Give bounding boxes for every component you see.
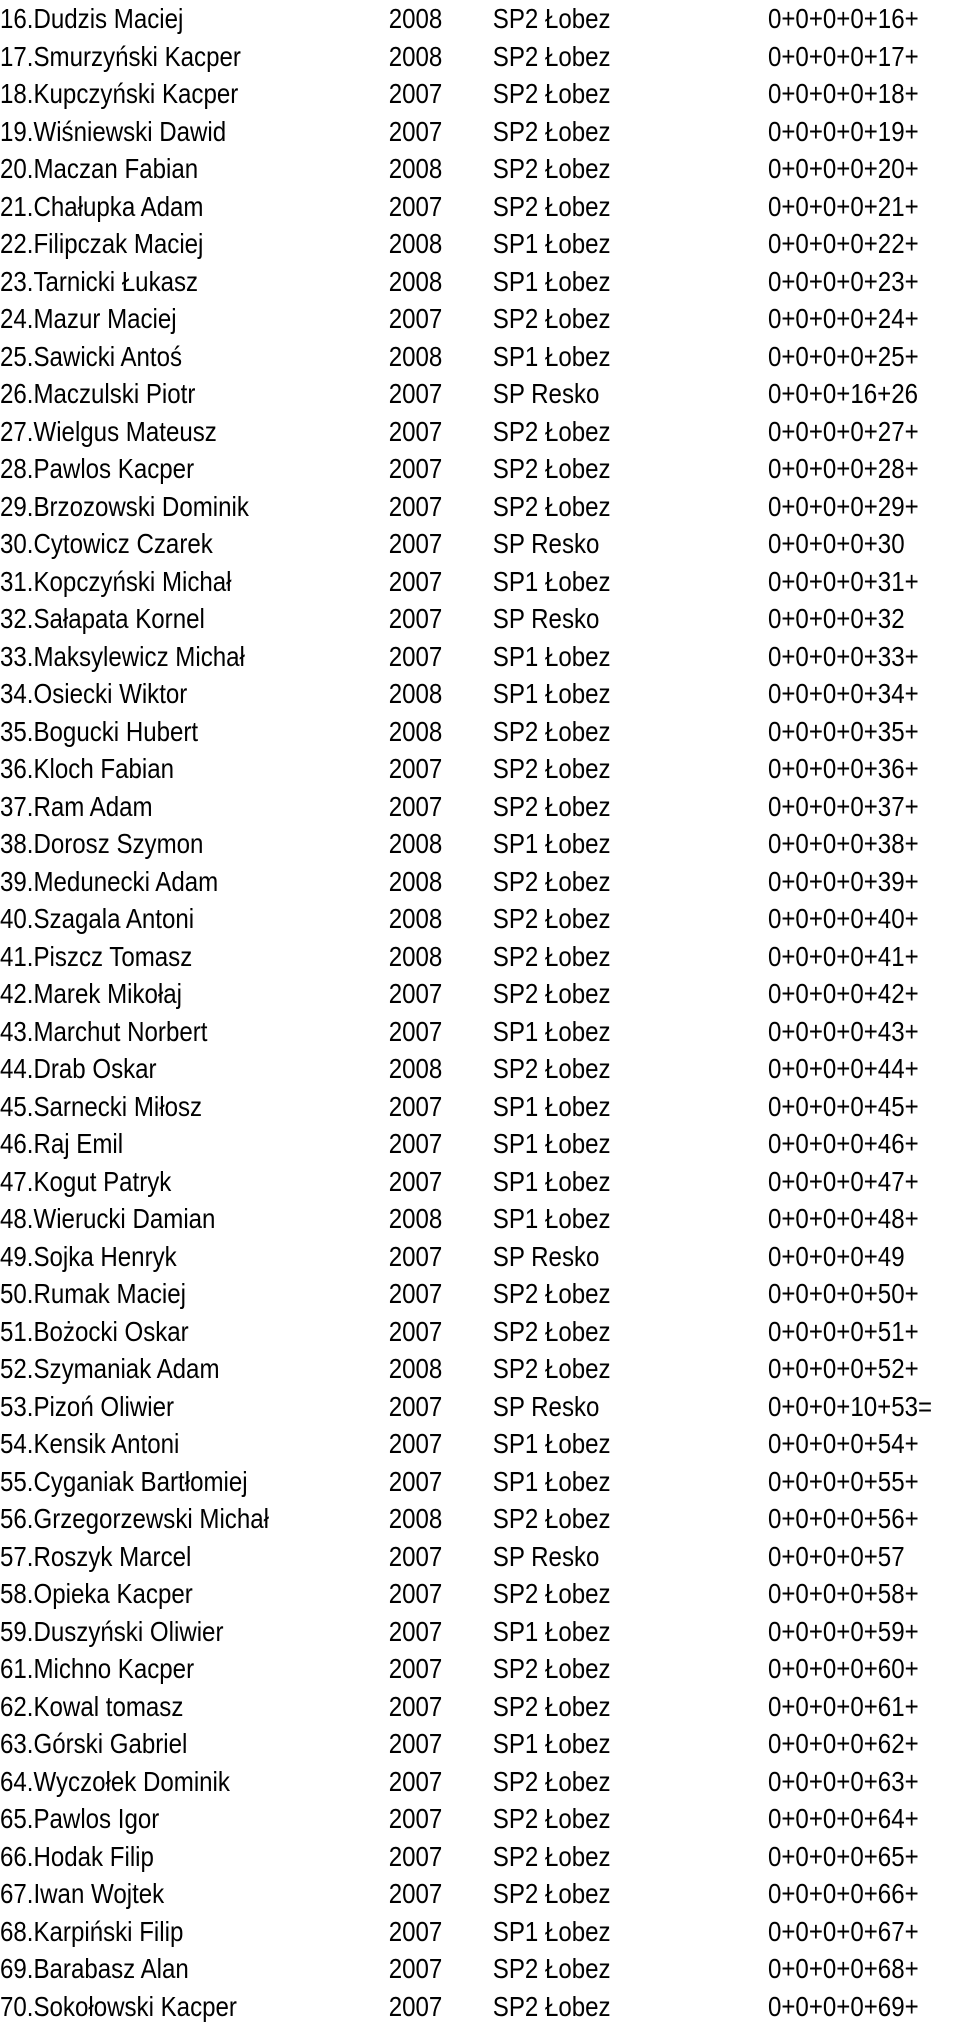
- score-sequence: 0+0+0+0+57: [767, 1540, 905, 1572]
- participant-name: 70.Sokołowski Kacper: [0, 1990, 237, 2022]
- result-row: [0, 1613, 919, 1651]
- school-name: SP1 Łobez: [492, 678, 611, 709]
- result-row: [0, 600, 905, 638]
- score-sequence: 0+0+0+0+19+: [767, 115, 919, 147]
- result-row: [0, 638, 919, 676]
- school-name: SP1 Łobez: [492, 1165, 611, 1197]
- school-name: SP2 Łobez: [492, 1315, 611, 1347]
- result-row: [0, 488, 919, 526]
- score-sequence: 0+0+0+0+55+: [767, 1465, 919, 1497]
- participant-name: 46.Raj Emil: [0, 1128, 124, 1159]
- participant-name: 64.Wyczołek Dominik: [0, 1765, 230, 1797]
- participant-name: 33.Maksylewicz Michał: [0, 640, 245, 672]
- score-sequence: 0+0+0+0+33+: [767, 640, 919, 672]
- result-row: [0, 975, 919, 1013]
- score-sequence: 0+0+0+0+58+: [767, 1578, 919, 1609]
- score-sequence: 0+0+0+0+40+: [767, 903, 919, 934]
- school-name: SP1 Łobez: [492, 228, 611, 259]
- birth-year: 2008: [388, 265, 443, 297]
- score-sequence: 0+0+0+0+24+: [767, 303, 919, 334]
- birth-year: 2008: [388, 40, 443, 72]
- score-sequence: 0+0+0+0+51+: [767, 1315, 919, 1347]
- participant-name: 65.Pawlos Igor: [0, 1803, 160, 1834]
- birth-year: 2007: [388, 115, 443, 147]
- school-name: SP1 Łobez: [492, 1615, 611, 1647]
- participant-name: 61.Michno Kacper: [0, 1653, 195, 1684]
- participant-name: 20.Maczan Fabian: [0, 153, 199, 184]
- result-row: [0, 788, 919, 826]
- score-sequence: 0+0+0+0+64+: [767, 1803, 919, 1834]
- participant-name: 67.Iwan Wojtek: [0, 1878, 165, 1909]
- participant-name: 45.Sarnecki Miłosz: [0, 1090, 203, 1122]
- result-row: [0, 188, 919, 226]
- score-sequence: 0+0+0+0+50+: [767, 1278, 919, 1309]
- participant-name: 30.Cytowicz Czarek: [0, 528, 213, 559]
- birth-year: 2007: [388, 1578, 443, 1609]
- score-sequence: 0+0+0+0+18+: [767, 78, 919, 109]
- score-sequence: 0+0+0+0+28+: [767, 453, 919, 484]
- participant-name: 47.Kogut Patryk: [0, 1165, 172, 1197]
- school-name: SP Resko: [492, 528, 600, 559]
- participant-name: 21.Chałupka Adam: [0, 190, 204, 222]
- result-row: [0, 525, 905, 563]
- school-name: SP2 Łobez: [492, 1353, 611, 1384]
- result-row: [0, 1275, 919, 1313]
- birth-year: 2007: [388, 1240, 443, 1272]
- result-row: [0, 338, 919, 376]
- birth-year: 2008: [388, 903, 443, 934]
- birth-year: 2007: [388, 1315, 443, 1347]
- result-row: [0, 450, 919, 488]
- school-name: SP2 Łobez: [492, 865, 611, 897]
- participant-name: 58.Opieka Kacper: [0, 1578, 193, 1609]
- score-sequence: 0+0+0+0+69+: [767, 1990, 919, 2022]
- participant-name: 55.Cyganiak Bartłomiej: [0, 1465, 248, 1497]
- participant-name: 40.Szagala Antoni: [0, 903, 195, 934]
- score-sequence: 0+0+0+0+44+: [767, 1053, 919, 1084]
- school-name: SP Resko: [492, 1390, 600, 1422]
- school-name: SP Resko: [492, 1240, 600, 1272]
- participant-name: 19.Wiśniewski Dawid: [0, 115, 227, 147]
- score-sequence: 0+0+0+0+43+: [767, 1015, 919, 1047]
- school-name: SP Resko: [492, 1540, 600, 1572]
- participant-name: 48.Wierucki Damian: [0, 1203, 216, 1234]
- score-sequence: 0+0+0+0+32: [767, 603, 905, 634]
- birth-year: 2007: [388, 190, 443, 222]
- birth-year: 2007: [388, 753, 443, 784]
- school-name: SP1 Łobez: [492, 565, 611, 597]
- score-sequence: 0+0+0+0+38+: [767, 828, 919, 859]
- score-sequence: 0+0+0+0+56+: [767, 1503, 919, 1534]
- birth-year: 2007: [388, 1015, 443, 1047]
- participant-name: 68.Karpiński Filip: [0, 1915, 184, 1947]
- birth-year: 2008: [388, 1353, 443, 1384]
- school-name: SP Resko: [492, 603, 600, 634]
- participant-name: 66.Hodak Filip: [0, 1840, 154, 1872]
- result-row: [0, 1238, 905, 1276]
- participant-name: 22.Filipczak Maciej: [0, 228, 204, 259]
- result-row: [0, 1913, 919, 1951]
- participant-name: 28.Pawlos Kacper: [0, 453, 195, 484]
- score-sequence: 0+0+0+0+22+: [767, 228, 919, 259]
- participant-name: 69.Barabasz Alan: [0, 1953, 189, 1984]
- school-name: SP1 Łobez: [492, 828, 611, 859]
- result-row: [0, 1650, 919, 1688]
- score-sequence: 0+0+0+0+60+: [767, 1653, 919, 1684]
- birth-year: 2008: [388, 1503, 443, 1534]
- birth-year: 2007: [388, 640, 443, 672]
- result-row: [0, 1575, 919, 1613]
- participant-name: 23.Tarnicki Łukasz: [0, 265, 199, 297]
- birth-year: 2007: [388, 1878, 443, 1909]
- participant-name: 25.Sawicki Antoś: [0, 340, 183, 372]
- result-row: [0, 1163, 919, 1201]
- school-name: SP1 Łobez: [492, 265, 611, 297]
- birth-year: 2007: [388, 1465, 443, 1497]
- birth-year: 2007: [388, 303, 443, 334]
- result-row: [0, 900, 919, 938]
- school-name: SP1 Łobez: [492, 1728, 611, 1759]
- participant-name: 18.Kupczyński Kacper: [0, 78, 239, 109]
- school-name: SP2 Łobez: [492, 1765, 611, 1797]
- school-name: SP1 Łobez: [492, 340, 611, 372]
- birth-year: 2008: [388, 228, 443, 259]
- birth-year: 2008: [388, 940, 443, 972]
- school-name: SP2 Łobez: [492, 1653, 611, 1684]
- birth-year: 2007: [388, 1615, 443, 1647]
- birth-year: 2007: [388, 453, 443, 484]
- participant-name: 42.Marek Mikołaj: [0, 978, 183, 1009]
- result-row: [0, 863, 919, 901]
- score-sequence: 0+0+0+0+61+: [767, 1690, 919, 1722]
- birth-year: 2007: [388, 1765, 443, 1797]
- score-sequence: 0+0+0+0+21+: [767, 190, 919, 222]
- school-name: SP1 Łobez: [492, 1203, 611, 1234]
- score-sequence: 0+0+0+16+26: [767, 378, 918, 409]
- score-sequence: 0+0+0+0+52+: [767, 1353, 919, 1384]
- result-row: [0, 1125, 919, 1163]
- score-sequence: 0+0+0+0+63+: [767, 1765, 919, 1797]
- score-sequence: 0+0+0+0+30: [767, 528, 905, 559]
- result-row: [0, 300, 919, 338]
- score-sequence: 0+0+0+0+66+: [767, 1878, 919, 1909]
- score-sequence: 0+0+0+0+45+: [767, 1090, 919, 1122]
- result-row: [0, 1500, 919, 1538]
- birth-year: 2007: [388, 1990, 443, 2022]
- birth-year: 2007: [388, 1690, 443, 1722]
- participant-name: 26.Maczulski Piotr: [0, 378, 196, 409]
- school-name: SP2 Łobez: [492, 453, 611, 484]
- participant-name: 24.Mazur Maciej: [0, 303, 177, 334]
- participant-name: 44.Drab Oskar: [0, 1053, 157, 1084]
- birth-year: 2008: [388, 3, 443, 34]
- birth-year: 2008: [388, 340, 443, 372]
- school-name: SP2 Łobez: [492, 1053, 611, 1084]
- result-row: [0, 750, 919, 788]
- result-row: [0, 825, 919, 863]
- participant-name: 38.Dorosz Szymon: [0, 828, 204, 859]
- result-row: [0, 1388, 933, 1426]
- result-row: [0, 1425, 919, 1463]
- participant-name: 43.Marchut Norbert: [0, 1015, 208, 1047]
- result-row: [0, 1800, 919, 1838]
- birth-year: 2007: [388, 1090, 443, 1122]
- birth-year: 2007: [388, 978, 443, 1009]
- birth-year: 2007: [388, 1128, 443, 1159]
- score-sequence: 0+0+0+0+27+: [767, 415, 919, 447]
- school-name: SP1 Łobez: [492, 1428, 611, 1459]
- result-row: [0, 75, 919, 113]
- score-sequence: 0+0+0+0+37+: [767, 790, 919, 822]
- result-row: [0, 1875, 919, 1913]
- school-name: SP2 Łobez: [492, 1690, 611, 1722]
- result-row: [0, 1725, 919, 1763]
- score-sequence: 0+0+0+0+54+: [767, 1428, 919, 1459]
- birth-year: 2008: [388, 715, 443, 747]
- school-name: SP2 Łobez: [492, 1803, 611, 1834]
- birth-year: 2007: [388, 1803, 443, 1834]
- birth-year: 2007: [388, 1278, 443, 1309]
- school-name: SP2 Łobez: [492, 3, 611, 34]
- school-name: SP2 Łobez: [492, 940, 611, 972]
- score-sequence: 0+0+0+0+34+: [767, 678, 919, 709]
- birth-year: 2008: [388, 828, 443, 859]
- participant-name: 56.Grzegorzewski Michał: [0, 1503, 269, 1534]
- participant-name: 59.Duszyński Oliwier: [0, 1615, 224, 1647]
- result-row: [0, 263, 919, 301]
- score-sequence: 0+0+0+0+59+: [767, 1615, 919, 1647]
- school-name: SP1 Łobez: [492, 640, 611, 672]
- school-name: SP2 Łobez: [492, 78, 611, 109]
- participant-name: 57.Roszyk Marcel: [0, 1540, 192, 1572]
- result-row: [0, 1013, 919, 1051]
- score-sequence: 0+0+0+0+65+: [767, 1840, 919, 1872]
- score-sequence: 0+0+0+0+36+: [767, 753, 919, 784]
- participant-name: 35.Bogucki Hubert: [0, 715, 199, 747]
- participant-name: 29.Brzozowski Dominik: [0, 490, 249, 522]
- school-name: SP1 Łobez: [492, 1090, 611, 1122]
- school-name: SP1 Łobez: [492, 1015, 611, 1047]
- participant-name: 49.Sojka Henryk: [0, 1240, 177, 1272]
- score-sequence: 0+0+0+0+16+: [767, 3, 919, 34]
- participant-name: 37.Ram Adam: [0, 790, 153, 822]
- participant-name: 51.Bożocki Oskar: [0, 1315, 189, 1347]
- school-name: SP2 Łobez: [492, 1503, 611, 1534]
- score-sequence: 0+0+0+0+25+: [767, 340, 919, 372]
- school-name: SP2 Łobez: [492, 1840, 611, 1872]
- score-sequence: 0+0+0+0+31+: [767, 565, 919, 597]
- result-row: [0, 675, 919, 713]
- participant-name: 36.Kloch Fabian: [0, 753, 175, 784]
- birth-year: 2007: [388, 1840, 443, 1872]
- birth-year: 2008: [388, 153, 443, 184]
- birth-year: 2007: [388, 603, 443, 634]
- score-sequence: 0+0+0+0+20+: [767, 153, 919, 184]
- participant-name: 31.Kopczyński Michał: [0, 565, 232, 597]
- participant-name: 50.Rumak Maciej: [0, 1278, 187, 1309]
- score-sequence: 0+0+0+0+68+: [767, 1953, 919, 1984]
- result-row: [0, 113, 919, 151]
- participant-name: 17.Smurzyński Kacper: [0, 40, 241, 72]
- participant-name: 27.Wielgus Mateusz: [0, 415, 217, 447]
- school-name: SP2 Łobez: [492, 153, 611, 184]
- school-name: SP2 Łobez: [492, 790, 611, 822]
- result-row: [0, 225, 919, 263]
- school-name: SP1 Łobez: [492, 1128, 611, 1159]
- birth-year: 2007: [388, 1540, 443, 1572]
- result-row: [0, 38, 919, 76]
- score-sequence: 0+0+0+0+46+: [767, 1128, 919, 1159]
- birth-year: 2007: [388, 1653, 443, 1684]
- participant-name: 63.Górski Gabriel: [0, 1728, 188, 1759]
- participant-name: 52.Szymaniak Adam: [0, 1353, 220, 1384]
- birth-year: 2008: [388, 1053, 443, 1084]
- birth-year: 2007: [388, 378, 443, 409]
- participant-name: 53.Pizoń Oliwier: [0, 1390, 174, 1422]
- participant-name: 39.Medunecki Adam: [0, 865, 219, 897]
- result-row: [0, 150, 919, 188]
- birth-year: 2007: [388, 1390, 443, 1422]
- school-name: SP2 Łobez: [492, 1953, 611, 1984]
- result-row: [0, 713, 919, 751]
- school-name: SP1 Łobez: [492, 1915, 611, 1947]
- score-sequence: 0+0+0+10+53=: [767, 1390, 933, 1422]
- birth-year: 2007: [388, 1953, 443, 1984]
- school-name: SP2 Łobez: [492, 715, 611, 747]
- birth-year: 2007: [388, 790, 443, 822]
- result-row: [0, 0, 919, 38]
- school-name: SP2 Łobez: [492, 303, 611, 334]
- participant-name: 34.Osiecki Wiktor: [0, 678, 188, 709]
- result-row: [0, 1950, 919, 1988]
- result-row: [0, 938, 919, 976]
- score-sequence: 0+0+0+0+49: [767, 1240, 905, 1272]
- result-row: [0, 1313, 919, 1351]
- school-name: SP Resko: [492, 378, 600, 409]
- score-sequence: 0+0+0+0+41+: [767, 940, 919, 972]
- participant-name: 54.Kensik Antoni: [0, 1428, 180, 1459]
- birth-year: 2007: [388, 1915, 443, 1947]
- school-name: SP2 Łobez: [492, 1278, 611, 1309]
- birth-year: 2008: [388, 865, 443, 897]
- score-sequence: 0+0+0+0+17+: [767, 40, 919, 72]
- result-row: [0, 1200, 919, 1238]
- school-name: SP2 Łobez: [492, 490, 611, 522]
- birth-year: 2007: [388, 1428, 443, 1459]
- result-row: [0, 413, 919, 451]
- score-sequence: 0+0+0+0+42+: [767, 978, 919, 1009]
- birth-year: 2008: [388, 678, 443, 709]
- score-sequence: 0+0+0+0+67+: [767, 1915, 919, 1947]
- result-row: [0, 375, 918, 413]
- school-name: SP2 Łobez: [492, 978, 611, 1009]
- score-sequence: 0+0+0+0+29+: [767, 490, 919, 522]
- score-sequence: 0+0+0+0+48+: [767, 1203, 919, 1234]
- school-name: SP2 Łobez: [492, 1578, 611, 1609]
- score-sequence: 0+0+0+0+39+: [767, 865, 919, 897]
- school-name: SP2 Łobez: [492, 903, 611, 934]
- result-row: [0, 1088, 919, 1126]
- score-sequence: 0+0+0+0+47+: [767, 1165, 919, 1197]
- result-row: [0, 1050, 919, 1088]
- birth-year: 2007: [388, 415, 443, 447]
- result-row: [0, 1350, 919, 1388]
- birth-year: 2007: [388, 528, 443, 559]
- birth-year: 2008: [388, 1203, 443, 1234]
- result-row: [0, 563, 919, 601]
- participant-name: 62.Kowal tomasz: [0, 1690, 184, 1722]
- school-name: SP2 Łobez: [492, 1878, 611, 1909]
- participant-name: 32.Sałapata Kornel: [0, 603, 205, 634]
- school-name: SP2 Łobez: [492, 190, 611, 222]
- participant-name: 16.Dudzis Maciej: [0, 3, 184, 34]
- school-name: SP2 Łobez: [492, 1990, 611, 2022]
- birth-year: 2007: [388, 1728, 443, 1759]
- score-sequence: 0+0+0+0+35+: [767, 715, 919, 747]
- school-name: SP2 Łobez: [492, 753, 611, 784]
- result-row: [0, 1988, 919, 2026]
- result-row: [0, 1463, 919, 1501]
- result-row: [0, 1838, 919, 1876]
- school-name: SP2 Łobez: [492, 415, 611, 447]
- birth-year: 2007: [388, 565, 443, 597]
- score-sequence: 0+0+0+0+62+: [767, 1728, 919, 1759]
- birth-year: 2007: [388, 490, 443, 522]
- school-name: SP2 Łobez: [492, 115, 611, 147]
- birth-year: 2007: [388, 1165, 443, 1197]
- result-row: [0, 1763, 919, 1801]
- birth-year: 2007: [388, 78, 443, 109]
- participant-name: 41.Piszcz Tomasz: [0, 940, 193, 972]
- school-name: SP2 Łobez: [492, 40, 611, 72]
- result-row: [0, 1688, 919, 1726]
- school-name: SP1 Łobez: [492, 1465, 611, 1497]
- result-row: [0, 1538, 905, 1576]
- score-sequence: 0+0+0+0+23+: [767, 265, 919, 297]
